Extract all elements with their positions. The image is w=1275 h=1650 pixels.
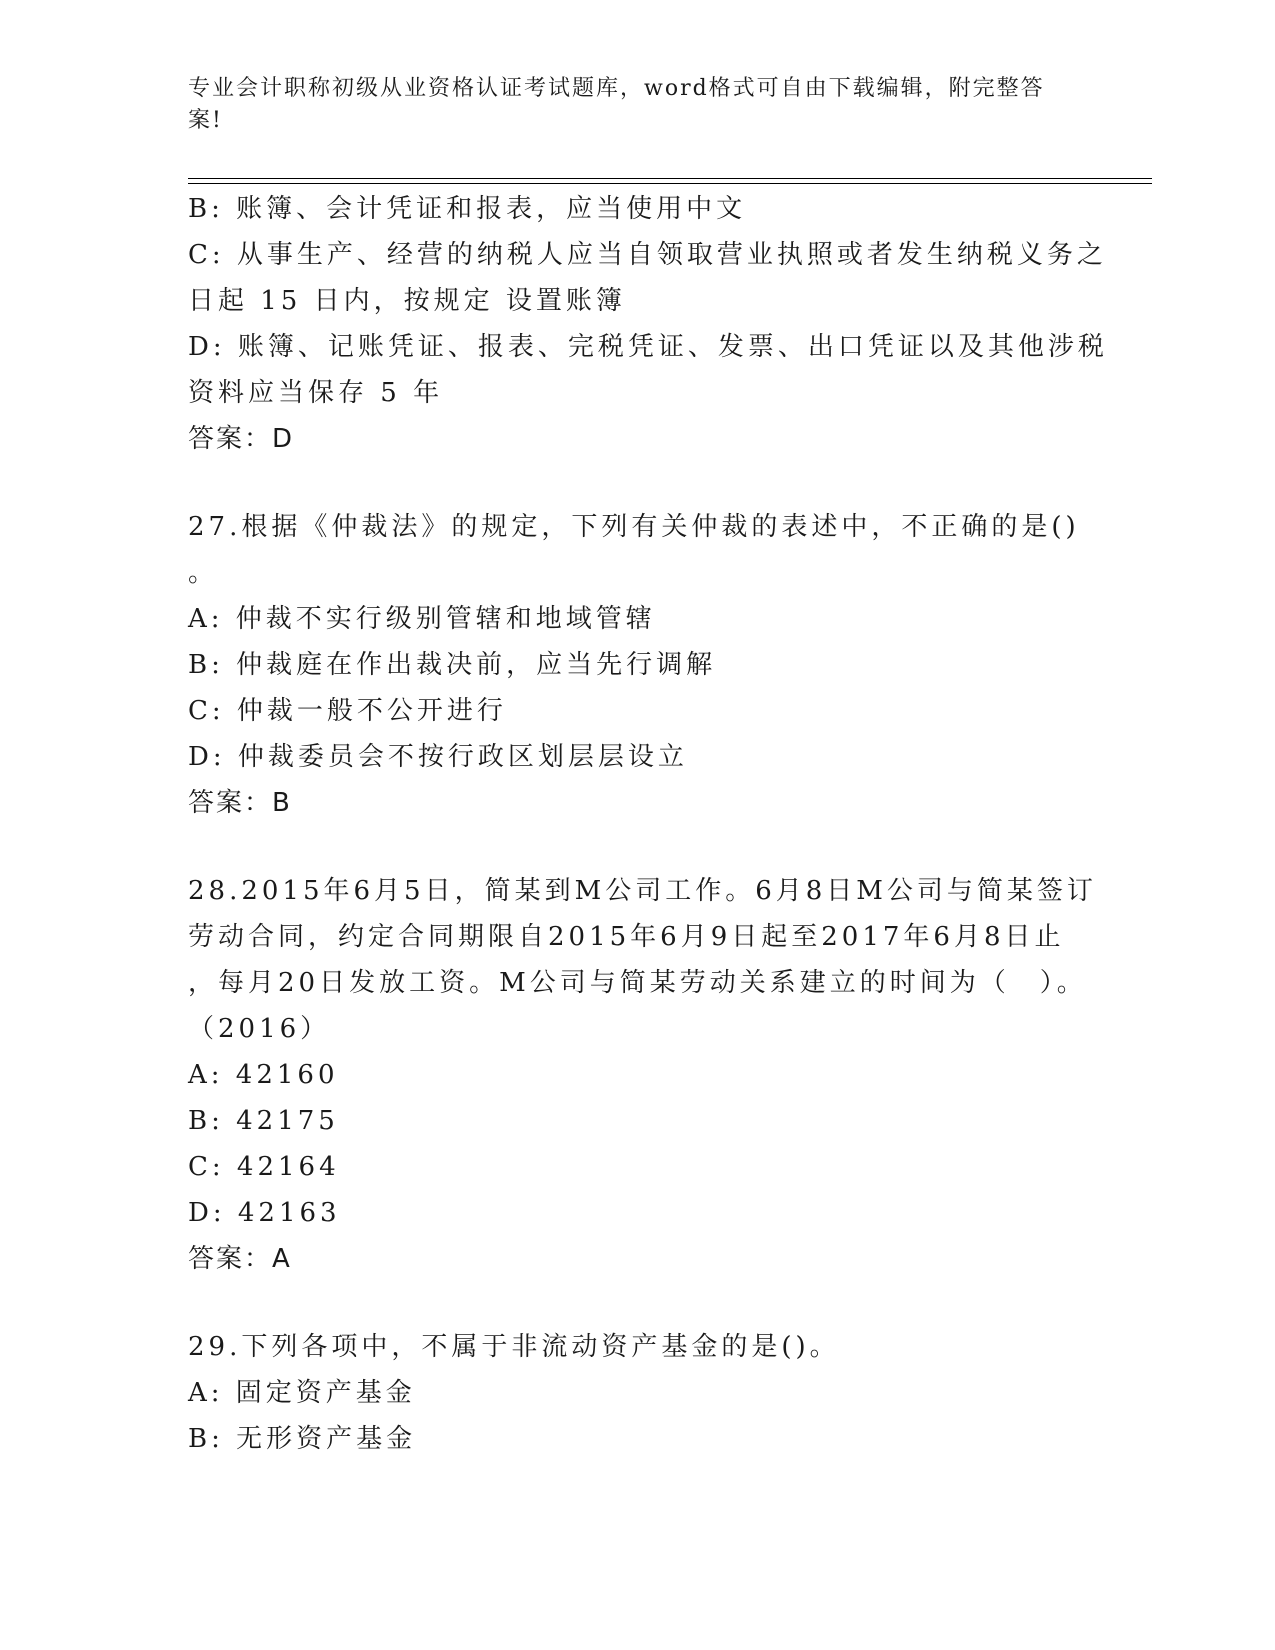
- q28-answer: 答案：A: [188, 1244, 292, 1274]
- question-26-continued: [188, 186, 1108, 462]
- q26-option-c-line-1: C: 从事生产、经营的纳税人应当自领取营业执照或者发生纳税义务之: [188, 240, 1107, 270]
- q28-option-b: B: 42175: [188, 1106, 339, 1136]
- q27-option-d: D: 仲裁委员会不按行政区划层层设立: [188, 742, 688, 772]
- q28-stem-line-3: ，每月20日发放工资。M公司与简某劳动关系建立的时间为（ ）。: [188, 968, 1087, 998]
- header-divider-bottom: [188, 183, 1152, 184]
- q28-stem-line-1: 28.2015年6月5日，简某到M公司工作。6月8日M公司与简某签订: [188, 876, 1097, 906]
- q29-option-a: A: 固定资产基金: [188, 1378, 416, 1408]
- q27-stem-line-2: 。: [188, 558, 219, 588]
- q28-stem-line-2: 劳动合同，约定合同期限自2015年6月9日起至2017年6月8日止: [188, 922, 1065, 952]
- question-29: [188, 1324, 1088, 1462]
- q29-stem-line-1: 29.下列各项中，不属于非流动资产基金的是()。: [188, 1332, 840, 1362]
- header-line-2: 案!: [188, 108, 223, 133]
- q26-answer: 答案：D: [188, 424, 295, 454]
- document-header: [188, 73, 1068, 137]
- question-27: [188, 504, 1088, 826]
- q27-option-c: C: 仲裁一般不公开进行: [188, 696, 507, 726]
- q27-stem-line-1: 27.根据《仲裁法》的规定，下列有关仲裁的表述中，不正确的是(): [188, 512, 1080, 542]
- spacer: [188, 462, 1088, 504]
- q27-option-b: B: 仲裁庭在作出裁决前，应当先行调解: [188, 650, 717, 680]
- q26-option-d-line-1: D: 账簿、记账凭证、报表、完税凭证、发票、出口凭证以及其他涉税: [188, 332, 1108, 362]
- q26-option-d-line-2: 资料应当保存 5 年: [188, 378, 444, 408]
- q29-option-b: B: 无形资产基金: [188, 1424, 417, 1454]
- q26-option-b: B: 账簿、会计凭证和报表，应当使用中文: [188, 194, 747, 224]
- q26-option-c-line-2: 日起 15 日内，按规定 设置账簿: [188, 286, 626, 316]
- q28-option-c: C: 42164: [188, 1152, 340, 1182]
- q27-option-a: A: 仲裁不实行级别管辖和地域管辖: [188, 604, 656, 634]
- spacer: [188, 826, 1088, 868]
- q28-stem-line-4: （2016）: [188, 1014, 331, 1044]
- header-line-1: 专业会计职称初级从业资格认证考试题库，word格式可自由下载编辑，附完整答: [188, 76, 1045, 101]
- question-list: [188, 186, 1108, 1462]
- q28-option-d: D: 42163: [188, 1198, 341, 1228]
- header-divider-top: [188, 178, 1152, 179]
- q27-answer: 答案：B: [188, 788, 292, 818]
- spacer: [188, 1282, 1088, 1324]
- q28-option-a: A: 42160: [188, 1060, 339, 1090]
- question-28: [188, 868, 1097, 1282]
